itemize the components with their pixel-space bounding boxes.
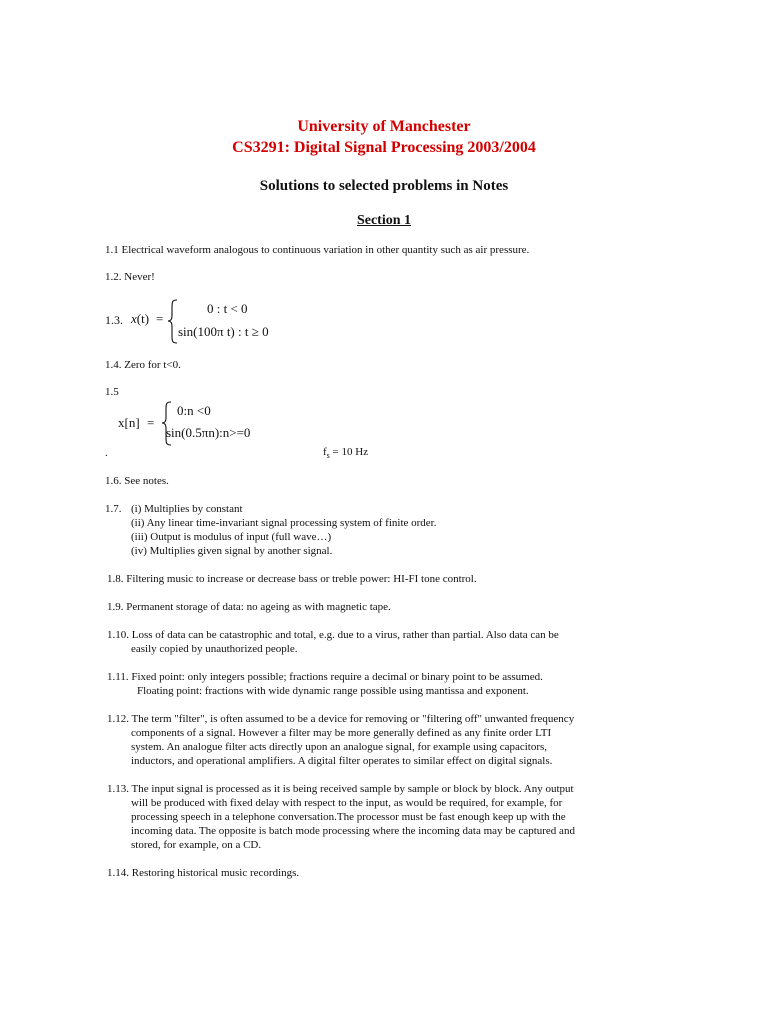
document-title: Solutions to selected problems in Notes <box>259 178 509 194</box>
answer-1-3-equals: = <box>156 311 164 326</box>
answer-1-3-label: 1.3. <box>105 313 123 327</box>
answer-1-13-line-4: incoming data. The opposite is batch mode processing where the incoming data may be captured and <box>131 825 575 837</box>
answer-1-10-line-2: easily copied by unauthorized people. <box>131 643 298 655</box>
sampling-rate <box>323 445 368 463</box>
answer-1-11-line-2: Floating point: fractions with wide dynamic range possible using mantissa and exponent. <box>137 685 529 697</box>
university-heading: University of Manchester <box>297 118 471 135</box>
answer-1-11-line-1: 1.11. Fixed point: only integers possible; fractions require a decimal or binary point to be assumed. <box>107 671 543 683</box>
answer-1-5-equals: = <box>147 415 155 430</box>
answer-1-3-case-negative: 0 : t < 0 <box>207 301 248 316</box>
answer-1-2: 1.2. Never! <box>105 271 155 283</box>
answer-1-13-line-3: processing speech in a telephone conversation.The processor must be fast enough keep up with the <box>131 811 566 823</box>
answer-1-4: 1.4. Zero for t<0. <box>105 359 181 371</box>
answer-1-5-case-negative: 0:n <0 <box>177 403 211 418</box>
answer-1-5-case-nonnegative: sin(0.5πn):n>=0 <box>166 425 251 440</box>
answer-1-7-iv: (iv) Multiplies given signal by another signal. <box>131 545 333 557</box>
answer-1-7-i: (i) Multiplies by constant <box>131 503 243 515</box>
answer-1-7-ii: (ii) Any linear time-invariant signal processing system of finite order. <box>131 517 437 529</box>
answer-1-12-line-1: 1.12. The term "filter", is often assumed to be a device for removing or "filtering off" unwanted frequency <box>107 713 575 725</box>
sampling-rate-symbol: $f_s$ <box>323 446 330 461</box>
answer-1-5-lhs: x[n] <box>118 415 140 430</box>
sampling-rate-value: = 10 Hz <box>329 446 369 458</box>
course-heading: CS3291: Digital Signal Processing 2003/2004 <box>232 139 536 156</box>
answer-1-1: 1.1 Electrical waveform analogous to continuous variation in other quantity such as air pressure. <box>105 244 530 256</box>
answer-1-5-dot: . <box>105 447 108 459</box>
answer-1-12-line-2: components of a signal. However a filter may be more generally defined as any finite order LTI <box>131 727 552 739</box>
answer-1-13-line-2: will be produced with fixed delay with respect to the input, as would be required, for example, for <box>131 797 563 809</box>
answer-1-7-label: 1.7. <box>105 503 122 515</box>
answer-1-12-line-3: system. An analogue filter acts directly upon an analogue signal, for example using capacitors, <box>131 741 548 753</box>
answer-1-3-argument: (t) <box>136 311 150 326</box>
answer-1-13-line-5: stored, for example, on a CD. <box>131 839 262 851</box>
answer-1-3-case-positive: sin(100π t) : t ≥ 0 <box>178 324 269 339</box>
answer-1-12-line-4: inductors, and operational amplifiers. A digital filter operates to similar effect on digital signals. <box>131 755 553 767</box>
section-heading: Section 1 <box>356 213 412 228</box>
answer-1-5-label: 1.5 <box>105 386 119 398</box>
answer-1-3-lhs <box>131 312 149 326</box>
answer-1-9: 1.9. Permanent storage of data: no ageing as with magnetic tape. <box>107 601 391 613</box>
answer-1-10-line-1: 1.10. Loss of data can be catastrophic and total, e.g. due to a virus, rather than partial. Also data can be <box>107 629 559 641</box>
answer-1-8: 1.8. Filtering music to increase or decrease bass or treble power: HI-FI tone control. <box>107 573 477 585</box>
answer-1-3-function: x <box>131 311 137 326</box>
answer-1-6: 1.6. See notes. <box>105 475 169 487</box>
answer-1-14: 1.14. Restoring historical music recordings. <box>107 867 300 879</box>
answer-1-13-line-1: 1.13. The input signal is processed as it is being received sample by sample or block by block. Any output <box>107 783 574 795</box>
answer-1-7-iii: (iii) Output is modulus of input (full wave…) <box>131 531 332 543</box>
